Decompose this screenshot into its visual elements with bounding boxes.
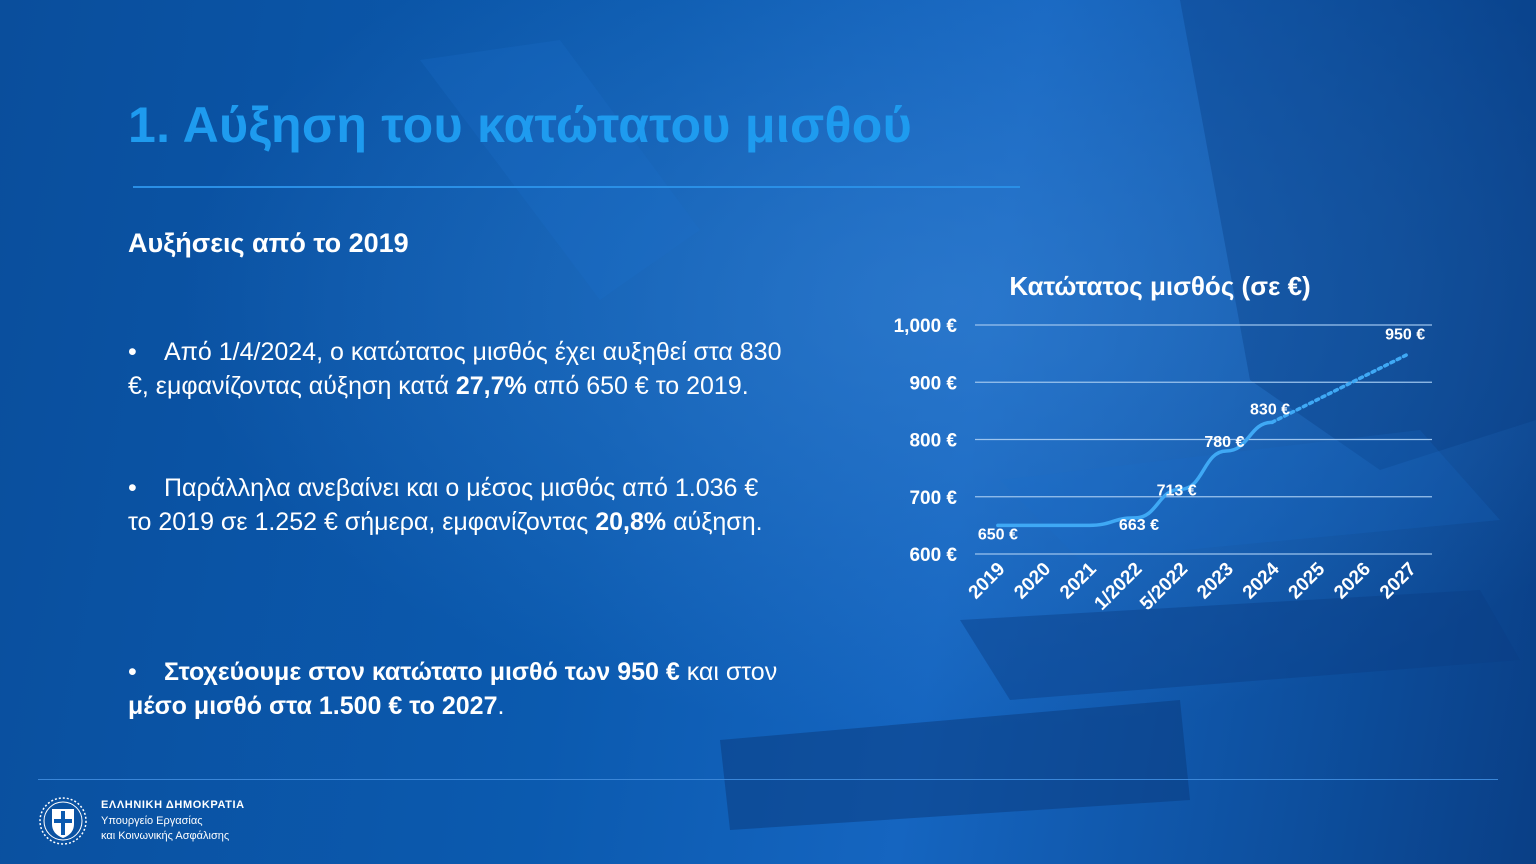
bullet-text: Παράλληλα ανεβαίνει και ο μέσος μισθός από 1.036 € το 2019 σε 1.252 € σήμερα, εμφανίζοντας xyxy=(128,474,759,536)
bullet-highlight: Στοχεύουμε στον κατώτατο μισθό των 950 € xyxy=(164,658,680,686)
x-tick-label: 2024 xyxy=(1238,558,1284,604)
x-tick-label: 2021 xyxy=(1056,558,1101,604)
ministry-name xyxy=(101,799,245,844)
x-tick-label: 5/2022 xyxy=(1136,558,1193,615)
data-label: 713 € xyxy=(1156,482,1197,500)
bullet-text: Από 1/4/2024, ο κατώτατος μισθός έχει αυξηθεί στα 830 €, εμφανίζοντας αύξηση κατά xyxy=(128,338,782,400)
bullet-highlight: 27,7% xyxy=(455,372,527,400)
bullet-marker: • xyxy=(128,658,137,686)
country-name: ΕΛΛΗΝΙΚΗ ΔΗΜΟΚΡΑΤΙΑ xyxy=(101,799,245,811)
data-label: 663 € xyxy=(1118,516,1159,534)
x-tick-label: 2020 xyxy=(1010,558,1056,604)
bullet-2027-targets xyxy=(128,655,788,723)
bullet-minimum-wage-increase xyxy=(128,335,788,403)
y-tick-label: 900 € xyxy=(909,373,957,395)
data-label: 830 € xyxy=(1250,401,1291,419)
y-tick-label: 600 € xyxy=(909,545,957,566)
title-divider xyxy=(133,186,1020,188)
section-subtitle: Αυξήσεις από το 2019 xyxy=(128,228,409,258)
data-label: 950 € xyxy=(1385,326,1426,344)
x-tick-label: 2025 xyxy=(1284,558,1330,604)
bullet-highlight: μέσο μισθό στα 1.500 € το 2027 xyxy=(128,692,498,720)
x-tick-label: 2019 xyxy=(964,558,1010,604)
data-label: 780 € xyxy=(1204,433,1245,451)
bullet-text: από 650 € το 2019. xyxy=(526,372,749,400)
series-line-projection xyxy=(1272,354,1409,423)
greek-emblem-logo xyxy=(38,796,88,846)
bullet-marker: • xyxy=(128,338,137,366)
bullet-average-wage-increase xyxy=(128,471,788,539)
bullet-marker: • xyxy=(128,474,137,502)
minimum-wage-line-chart xyxy=(860,260,1480,640)
y-tick-label: 700 € xyxy=(909,487,957,509)
x-tick-label: 1/2022 xyxy=(1090,558,1147,615)
chart-title: Κατώτατος μισθός (σε €) xyxy=(1009,271,1311,301)
bullet-highlight: 20,8% xyxy=(595,508,667,536)
ministry-line-2: και Κοινωνικής Ασφάλισης xyxy=(101,830,230,842)
data-label: 650 € xyxy=(977,526,1018,544)
y-tick-label: 800 € xyxy=(909,430,957,452)
bullet-text: . xyxy=(497,692,505,720)
footer-divider xyxy=(38,779,1498,780)
x-tick-label: 2026 xyxy=(1330,558,1375,604)
bullet-text: αύξηση. xyxy=(666,508,763,536)
ministry-line-1: Υπουργείο Εργασίας xyxy=(101,815,203,827)
y-tick-label: 1,000 € xyxy=(893,316,957,337)
page-title: 1. Αύξηση του κατώτατου μισθού xyxy=(128,97,913,153)
x-tick-label: 2023 xyxy=(1193,558,1238,604)
bullet-text: και στον xyxy=(679,658,778,686)
x-tick-label: 2027 xyxy=(1375,558,1421,604)
